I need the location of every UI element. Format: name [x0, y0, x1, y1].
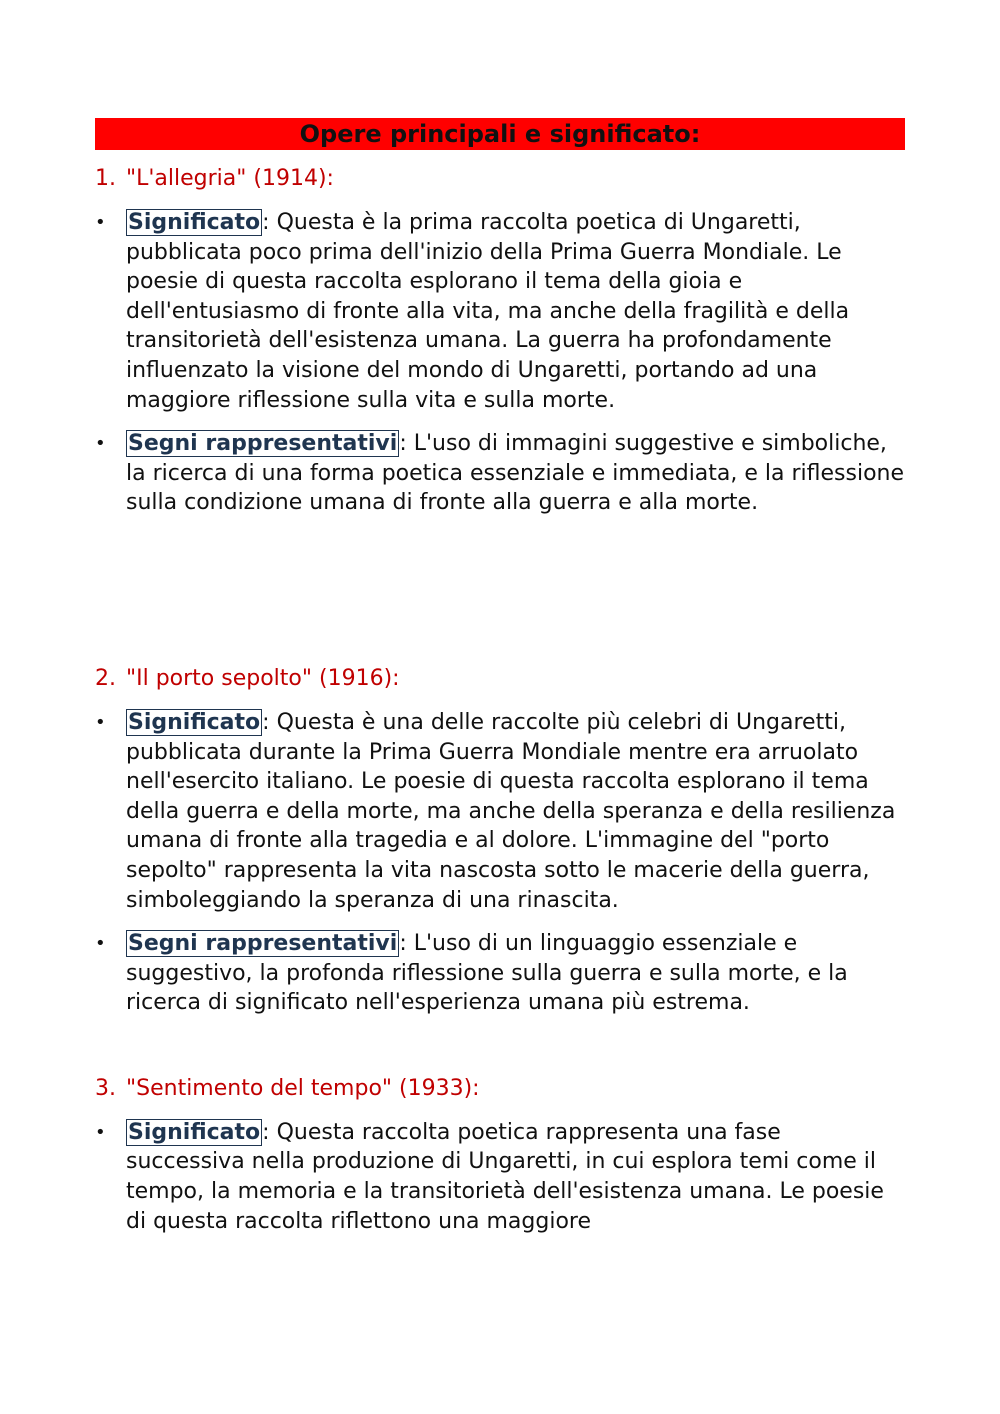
term-label: Significato: [128, 709, 261, 735]
item-text: : L'uso di un linguaggio essenziale e suggestivo, la profonda riflessione sulla guerra e sulla morte, e la ricerca di significato nell'esperienza umana più estrema.: [126, 931, 848, 1016]
item-text: : Questa è la prima raccolta poetica di Ungaretti, pubblicata poco prima dell'inizio della Prima Guerra Mondiale. Le poesie di questa raccolta esplorano il tema della gioia e dell'entusiasmo di fronte alla vita, ma anche della fragilità e della transitorietà dell'esistenza umana. La guerra ha profondamente influenzato la visione del mondo di Ungaretti, portando ad una maggiore riflessione sulla vita e sulla morte.: [126, 210, 850, 413]
work-section-3: [95, 1074, 905, 1236]
work-heading: [95, 1074, 905, 1104]
work-number: 1.: [95, 166, 116, 191]
work-title: "Il porto sepolto" (1916):: [126, 665, 400, 691]
document-page: [95, 118, 905, 1236]
item-text: : Questa raccolta poetica rappresenta una fase successiva nella produzione di Ungaretti, in cui esplora temi come il tempo, la memoria e la transitorietà dell'esistenza umana. Le poesie di questa raccolta riflettono una maggiore: [126, 1119, 884, 1234]
bullet-icon: •: [95, 711, 106, 733]
bullet-list: [95, 208, 905, 518]
bullet-list: [95, 708, 905, 1018]
work-section-2: [95, 664, 905, 1018]
work-heading: [95, 164, 905, 194]
work-heading: [95, 664, 905, 694]
list-item: [95, 929, 905, 1018]
work-section-1: [95, 164, 905, 518]
page-title: Opere principali e significato:: [95, 118, 905, 150]
bullet-icon: •: [95, 933, 106, 955]
term-label: Significato: [128, 1119, 261, 1145]
list-item: [95, 429, 905, 518]
item-text: : L'uso di immagini suggestive e simboliche, la ricerca di una forma poetica essenziale e immediata, e la riflessione sulla condizione umana di fronte alla guerra e alla morte.: [126, 431, 905, 516]
term-label: Significato: [128, 210, 261, 235]
item-text: : Questa è una delle raccolte più celebri di Ungaretti, pubblicata durante la Prima Guerra Mondiale mentre era arruolato nell'esercito italiano. Le poesie di questa raccolta esplorano il tema della guerra e della morte, ma anche della speranza e della resilienza umana di fronte alla tragedia e al dolore. L'immagine del "porto sepolto" rappresenta la vita nascosta sotto le macerie della guerra, simboleggiando la speranza di una rinascita.: [126, 709, 896, 913]
list-item: [95, 1118, 905, 1236]
bullet-icon: •: [95, 212, 106, 233]
work-number: 3.: [95, 1075, 116, 1101]
bullet-list: [95, 1118, 905, 1236]
list-item: [95, 708, 905, 915]
work-number: 2.: [95, 665, 116, 691]
term-label: Segni rappresentativi: [128, 431, 398, 457]
bullet-icon: •: [95, 1121, 106, 1143]
term-label: Segni rappresentativi: [128, 931, 398, 957]
work-title: "L'allegria" (1914):: [126, 166, 334, 191]
work-title: "Sentimento del tempo" (1933):: [126, 1075, 480, 1101]
bullet-icon: •: [95, 433, 106, 455]
list-item: [95, 208, 905, 415]
